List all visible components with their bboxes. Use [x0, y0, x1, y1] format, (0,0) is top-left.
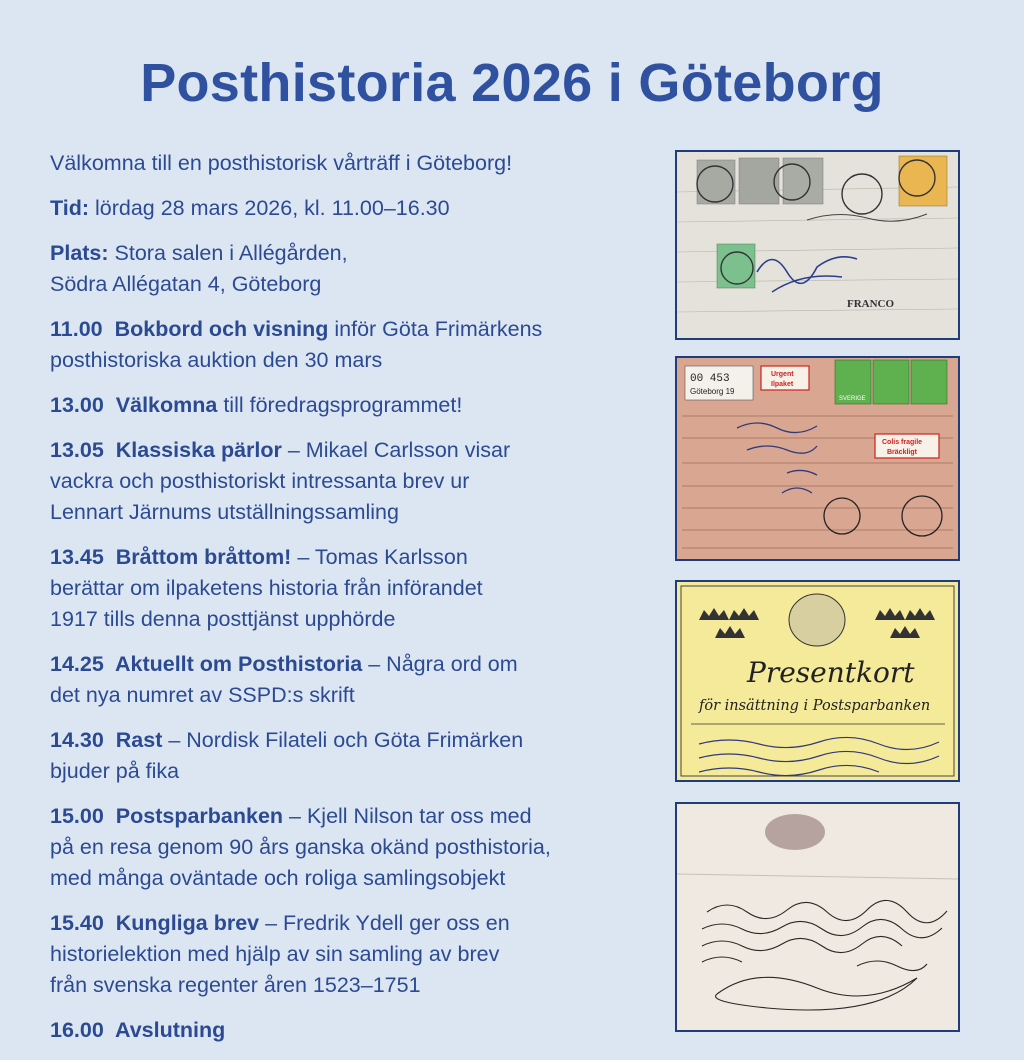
cover-image-classic-letter [675, 150, 960, 340]
program-more: det nya numret av SSPD:s skrift [50, 683, 355, 707]
program-text: – Kjell Nilson tar oss med [283, 804, 532, 828]
program-time: 11.00 [50, 317, 103, 341]
program-time: 13.05 [50, 438, 104, 462]
program-more: historielektion med hjälp av sin samling av brev [50, 942, 500, 966]
program-more: bjuder på fika [50, 759, 180, 783]
program-time: 16.00 [50, 1018, 104, 1042]
parcel-city: Göteborg 19 [690, 387, 735, 396]
program-more: vackra och posthistoriskt intressanta brev ur [50, 469, 470, 493]
program-more: berättar om ilpaketens historia från införandet [50, 576, 483, 600]
time-info [50, 193, 650, 224]
program-more: från svenska regenter åren 1523–1751 [50, 973, 421, 997]
program-heading: Bokbord och visning [114, 317, 329, 341]
program-item-1305 [50, 435, 650, 528]
program-more: med många oväntade och roliga samlingsobjekt [50, 866, 506, 890]
page-title: Posthistoria 2026 i Göteborg [140, 53, 884, 113]
program-heading: Kungliga brev [115, 911, 260, 935]
program-heading: Klassiska pärlor [115, 438, 282, 462]
program-time: 14.30 [50, 728, 104, 752]
program-item-1430 [50, 725, 650, 787]
program-text: – Fredrik Ydell ger oss en [259, 911, 510, 935]
presentkort-subtitle: för insättning i Postsparbanken [699, 698, 931, 714]
program-item-1540 [50, 908, 650, 1001]
program-text: – Några ord om [362, 652, 518, 676]
place-line1: Stora salen i Allégården, [108, 241, 348, 265]
stamp-text: SVERIGE [839, 396, 866, 402]
program-text: – Tomas Karlsson [291, 545, 468, 569]
program-text: – Mikael Carlsson visar [281, 438, 511, 462]
program-more: Lennart Järnums utställningssamling [50, 500, 399, 524]
place-info [50, 238, 650, 300]
program-time: 15.00 [50, 804, 104, 828]
svg-text:Bräckligt: Bräckligt [887, 449, 917, 456]
program-more: på en resa genom 90 års ganska okänd posthistoria, [50, 835, 551, 859]
program-time: 14.25 [50, 652, 104, 676]
presentkort-image [675, 580, 960, 782]
svg-text:Colis fragile: Colis fragile [882, 439, 923, 446]
time-label: Tid: [50, 196, 90, 220]
place-line2: Södra Allégatan 4, Göteborg [50, 272, 322, 296]
program-heading: Bråttom bråttom! [115, 545, 292, 569]
program-text: – Nordisk Filateli och Göta Frimärken [162, 728, 524, 752]
franco-text: FRANCO [847, 298, 895, 310]
parcel-card-image [675, 356, 960, 561]
program-more: posthistoriska auktion den 30 mars [50, 348, 383, 372]
program-item-1345 [50, 542, 650, 635]
parcel-number: 00 453 [690, 373, 730, 385]
program-text: inför Göta Frimärkens [328, 317, 543, 341]
program-item-1100 [50, 314, 650, 376]
program-heading: Välkomna [115, 393, 218, 417]
program-heading: Rast [115, 728, 163, 752]
presentkort-title: Presentkort [747, 656, 915, 689]
program-time: 15.40 [50, 911, 104, 935]
program-item-1425 [50, 649, 650, 711]
time-value: lördag 28 mars 2026, kl. 11.00–16.30 [89, 196, 450, 220]
program-heading: Avslutning [114, 1018, 226, 1042]
program-item-1600 [50, 1015, 650, 1046]
svg-text:Ilpaket: Ilpaket [771, 381, 794, 388]
intro: Välkomna till en posthistorisk vårträff i Göteborg! [50, 151, 513, 175]
program-item-1300 [50, 390, 650, 421]
place-label: Plats: [50, 241, 109, 265]
program-more: 1917 tills denna posttjänst upphörde [50, 607, 396, 631]
royal-letter-image [675, 802, 960, 1032]
program-text: till föredragsprogrammet! [217, 393, 463, 417]
svg-text:Urgent: Urgent [771, 371, 794, 378]
program-heading: Postsparbanken [115, 804, 284, 828]
program-heading: Aktuellt om Posthistoria [114, 652, 363, 676]
program-text [50, 148, 650, 1060]
program-time: 13.00 [50, 393, 104, 417]
program-item-1500 [50, 801, 650, 894]
program-time: 13.45 [50, 545, 104, 569]
